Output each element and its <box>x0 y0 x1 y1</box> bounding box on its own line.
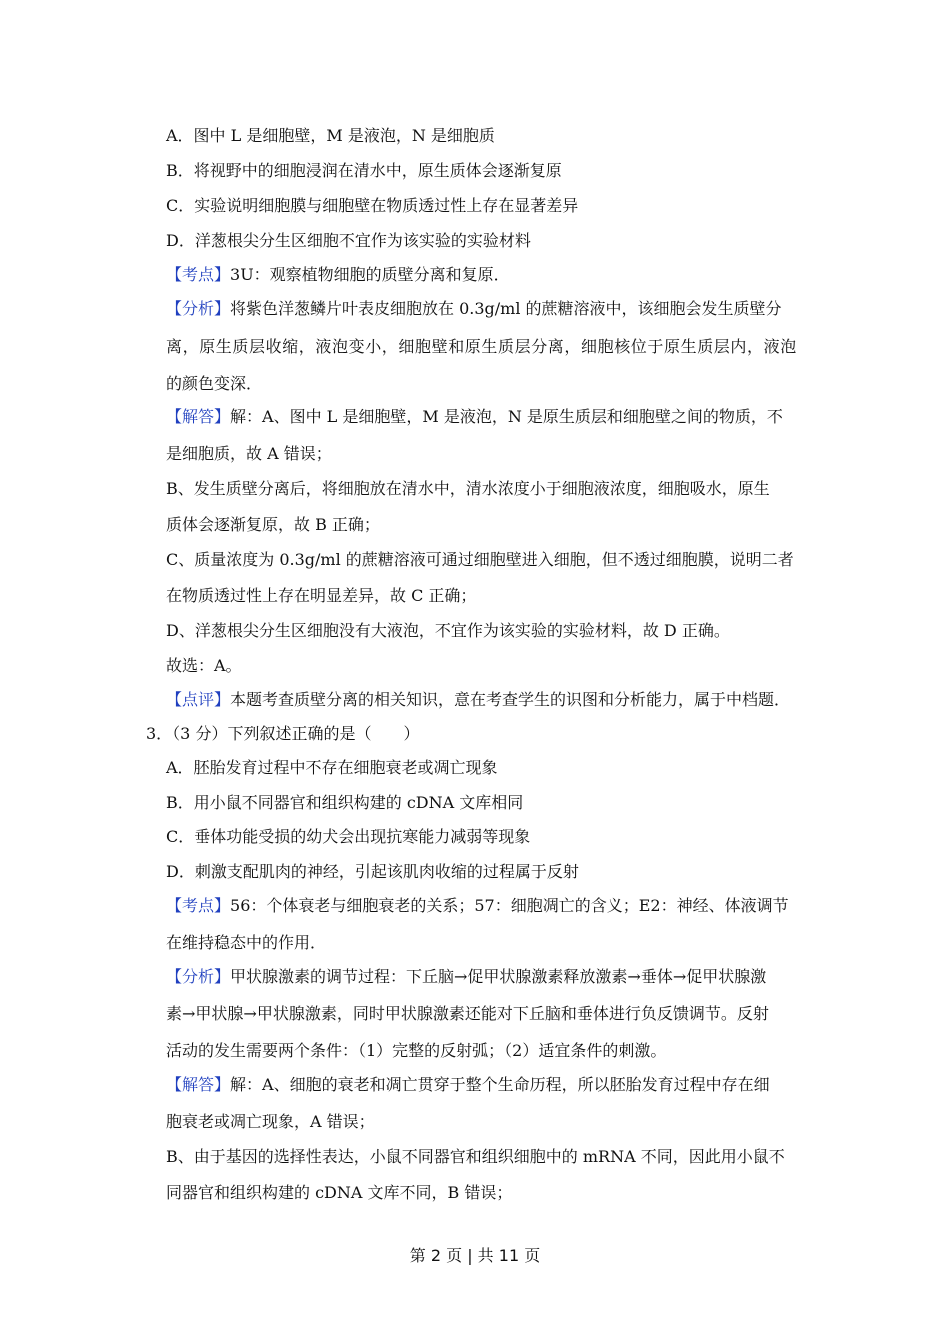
kaodian-text: 3U：观察植物细胞的质壁分离和复原． <box>230 265 510 284</box>
q3-option-c: C．垂体功能受损的幼犬会出现抗寒能力减弱等现象 <box>166 827 531 846</box>
kaodian-line: 在维持稳态中的作用． <box>166 933 327 952</box>
kaodian-tag: 【考点】 <box>166 896 231 915</box>
q2-dianping <box>166 690 790 710</box>
jieda-line: 胞衰老或凋亡现象，A 错误； <box>166 1112 375 1131</box>
jieda-line: 解：A、细胞的衰老和凋亡贯穿于整个生命历程，所以胚胎发育过程中存在细 <box>230 1075 770 1094</box>
fenxi-tag: 【分析】 <box>166 967 231 986</box>
jieda-line: 是细胞质，故 A 错误； <box>166 444 332 463</box>
jieda-line: 同器官和组织构建的 cDNA 文库不同，B 错误； <box>166 1183 513 1202</box>
q2-kaodian <box>166 265 510 285</box>
fenxi-line: 素→甲状腺→甲状腺激素，同时甲状腺激素还能对下丘脑和垂体进行负反馈调节。反射 <box>166 1004 769 1023</box>
jieda-line: D、洋葱根尖分生区细胞没有大液泡，不宜作为该实验的实验材料，故 D 正确。 <box>166 621 730 640</box>
page-footer: 第 2 页 | 共 11 页 <box>409 1246 541 1265</box>
jieda-line: 在物质透过性上存在明显差异，故 C 正确； <box>166 586 477 605</box>
jieda-line: B、发生质壁分离后，将细胞放在清水中，清水浓度小于细胞液浓度，细胞吸水，原生 <box>166 479 770 498</box>
jieda-line: C、质量浓度为 0.3g/ml 的蔗糖溶液可通过细胞壁进入细胞，但不透过细胞膜，说明二者 <box>166 550 794 569</box>
q2-option-d: D．洋葱根尖分生区细胞不宜作为该实验的实验材料 <box>166 231 531 250</box>
kaodian-line: 56：个体衰老与细胞衰老的关系；57：细胞凋亡的含义；E2：神经、体液调节 <box>230 896 789 915</box>
fenxi-line: 活动的发生需要两个条件：（1）完整的反射弧；（2）适宜条件的刺激。 <box>166 1041 667 1060</box>
q2-option-c: C．实验说明细胞膜与细胞壁在物质透过性上存在显著差异 <box>166 196 579 215</box>
q3-fenxi <box>166 967 766 987</box>
q3-kaodian <box>166 896 789 916</box>
jieda-line: 解：A、图中 L 是细胞壁，M 是液泡，N 是原生质层和细胞壁之间的物质，不 <box>230 407 783 426</box>
dianping-text: 本题考查质壁分离的相关知识，意在考查学生的识图和分析能力，属于中档题． <box>230 690 791 709</box>
jieda-tag: 【解答】 <box>166 1075 231 1094</box>
q3-option-b: B．用小鼠不同器官和组织构建的 cDNA 文库相同 <box>166 793 524 812</box>
jieda-line: B、由于基因的选择性表达，小鼠不同器官和组织细胞中的 mRNA 不同，因此用小鼠不 <box>166 1147 785 1166</box>
q2-fenxi <box>166 299 782 319</box>
q3-option-d: D．刺激支配肌肉的神经，引起该肌肉收缩的过程属于反射 <box>166 862 579 881</box>
fenxi-line: 甲状腺激素的调节过程：下丘脑→促甲状腺激素释放激素→垂体→促甲状腺激 <box>230 967 767 986</box>
q3-jieda <box>166 1075 770 1095</box>
fenxi-tag: 【分析】 <box>166 299 231 318</box>
q2-jieda <box>166 407 783 427</box>
jieda-line: 故选：A。 <box>166 656 242 675</box>
q3-stem: 3．（3 分）下列叙述正确的是（ ） <box>146 724 420 743</box>
q2-option-a: A．图中 L 是细胞壁，M 是液泡，N 是细胞质 <box>166 126 495 145</box>
jieda-line: 质体会逐渐复原，故 B 正确； <box>166 515 380 534</box>
jieda-tag: 【解答】 <box>166 407 231 426</box>
q3-option-a: A．胚胎发育过程中不存在细胞衰老或凋亡现象 <box>166 758 498 777</box>
kaodian-tag: 【考点】 <box>166 265 231 284</box>
q2-option-b: B．将视野中的细胞浸润在清水中，原生质体会逐渐复原 <box>166 161 562 180</box>
dianping-tag: 【点评】 <box>166 690 231 709</box>
fenxi-line: 的颜色变深． <box>166 374 263 393</box>
fenxi-line: 离，原生质层收缩，液泡变小，细胞壁和原生质层分离，细胞核位于原生质层内，液泡 <box>166 337 797 356</box>
fenxi-line: 将紫色洋葱鳞片叶表皮细胞放在 0.3g/ml 的蔗糖溶液中，该细胞会发生质壁分 <box>230 299 782 318</box>
